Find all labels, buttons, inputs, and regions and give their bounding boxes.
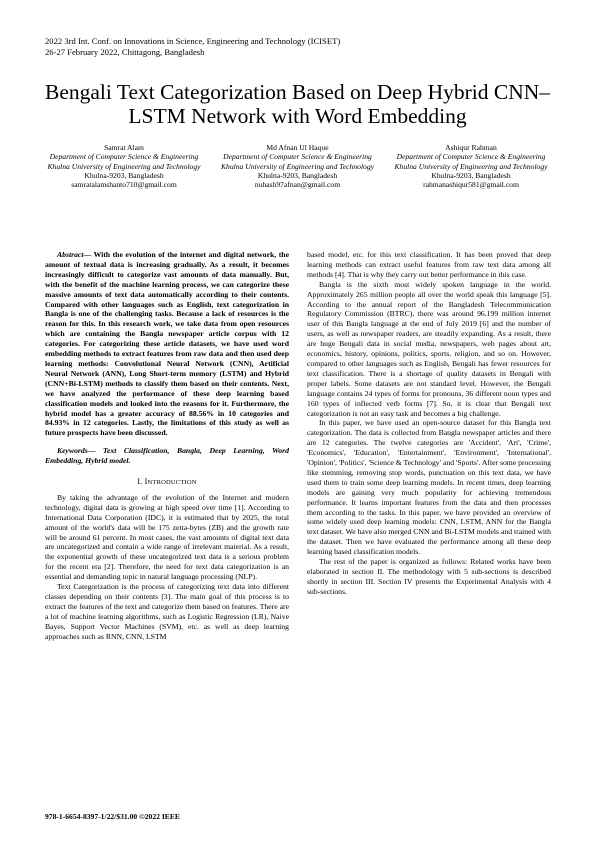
paragraph: The rest of the paper is organized as follows: Related works have been elaborated in section II. The methodology with 5 sub-sections is described shortly in section III. Section IV presents the Experimental Analysis with 4 sub-sections. [307, 557, 551, 596]
conference-header [45, 36, 340, 58]
author-university: Khulna University of Engineering and Technology [394, 161, 548, 171]
author-name: Md Afnan Ul Haque [266, 143, 329, 152]
author-city: Khulna-9203, Bangladesh [431, 170, 511, 180]
author-city: Khulna-9203, Bangladesh [257, 170, 338, 180]
left-column [45, 250, 289, 642]
abstract [45, 250, 289, 438]
author-2 [219, 143, 377, 189]
keywords-label: Keywords— [57, 446, 96, 456]
abstract-text: With the evolution of the internet and digital network, the amount of textual data is increasing gradually. As a result, it becomes increasingly difficult to categorize vast amounts of data manually. But, with the benefit of the machine learning process, we can categorize these massive amounts of text data automatically according to their contents. Compared with other languages such as English, text categorization in Bangla is one of the challenging tasks. Because a lack of resources is the reason for this. In this research work, we take data from open resources which are containing the Bangla newspaper article corpus with 12 categories. For categorizing these article datasets, we have used word embedding methods to extract features from raw data and then used deep learning methods: Convolutional Neural Network (CNN), Artificial Neural Network (ANN), Long Short-term memory (LSTM) and Hybrid (CNN+Bi-LSTM) methods to classify them based on their contents. Next, we have analyzed the performance of these deep learning based classification models and looked into the reasons for it. Furthermore, the hybrid model has a greater accuracy of 88.56% in 10 categories and 84.93% in 12 categories. Lastly, the limitations of this study as well as future prospects have been discussed. [45, 250, 289, 438]
paragraph: Text Categorization is the process of categorizing text data into different classes depending on their contents [3]. The main goal of this process is to extract the features of the text and categorize them based on features. There are a lot of machine learning algorithms, such as Logistic Regression (LR), Naive Bayes, Support Vector Machines (SVM), etc. as well as deep learning approaches such as RNN, CNN, LSTM [45, 582, 289, 641]
author-email: samratalamshanto710@gmail.com [71, 180, 177, 190]
paragraph: In this paper, we have used an open-source dataset for this Bangla text categorization. The data is collected from Bangla newspaper articles and there are 12 categories. The twelve categories are 'Accident', 'Art', 'Crime', 'Economics', 'Education', 'Entertainment', 'Environment', 'International', 'Opinion', 'Politics', 'Science & Technology' and 'Sports'. After some processing like stemming, removing stop words, punctuation on this text data, we have used them to train some deep learning models. In recent times, deep learning models are gaining very much popularity for achieving tremendous performance. It learns important features from the data and then processes them according to the tasks. In this paper, we have provided an overview of some widely used deep learning models: CNN, LSTM, ANN for the Bangla text dataset. We have also merged CNN and Bi-LSTM models and trained with the dataset. Then we have evaluated the performance among all these deep learning based classification models. [307, 418, 551, 557]
paragraph: Bangla is the sixth most widely spoken language in the world. Approximately 265 million people all over the world speak this language [5]. According to the annual report of the Bangladesh Telecommunication Regulatory Commission (BTRC), there was around 96.199 million internet user of this Bangla language at the end of July 2019 [6] and the number of users, as well as newspaper readers, are steadily expanding. As a result, there are huge Bengali data in social media, newspapers, web pages about art, economics, history, opinions, politics, sports, religion, and so on. However, compared to other languages such as English, Bengali has fewer resources for text classification. There is a shortage of quality datasets in Bengali with proper labels. Some datasets are not standard level. However, the Bengali language contains 24 types of forms for pronouns, 36 different noun types and 160 types of inflected verb forms [7]. So, it is clear that Bengali text categorization is not an easy task and becomes a big challenge. [307, 279, 551, 418]
author-university: Khulna University of Engineering and Technology [47, 161, 201, 171]
paragraph: based model, etc. for this text classification. It has been proved that deep learning methods can extract useful features from raw text data among all methods [4]. That is why they carry out better performance in this case. [307, 250, 551, 279]
author-department: Department of Computer Science & Engineering [223, 152, 372, 162]
section-title-rest: NTRODUCTION [147, 479, 197, 487]
author-name: Samrat Alam [104, 143, 144, 152]
author-block [45, 143, 550, 189]
author-3 [392, 143, 550, 189]
conference-name: 2022 3rd Int. Conf. on Innovations in Science, Engineering and Technology (ICISET) [45, 36, 341, 46]
author-department: Department of Computer Science & Engineering [49, 152, 199, 162]
author-department: Department of Computer Science & Engineering [396, 152, 546, 162]
conference-date-place: 26-27 February 2022, Chittagong, Bangladesh [45, 47, 205, 57]
author-email: nuhash97afnan@gmail.com [254, 180, 341, 190]
author-city: Khulna-9203, Bangladesh [84, 170, 164, 180]
section-heading-introduction [45, 477, 289, 488]
paragraph: By taking the advantage of the evolution of the Internet and modern technology, digital data is growing at high speed over time [1]. According to International Data Corporation (IDC), it is estimated that by 2025, the total amount of the world's data will be 175 zetta-bytes (ZB) and the growth rate will be around 61 percent. In most cases, the vast amounts of digital text data are uncategorized and contain a wide range of irrelevant material. As a result, the exponential growth of these uncategorized text data is a serious problem for the recent era [2]. Therefore, the need for text data categorization is an essential and demanding topic in natural language processing (NLP). [45, 492, 289, 582]
author-university: Khulna University of Engineering and Technology [220, 161, 375, 171]
author-email: rahmanashiqur581@gmail.com [423, 180, 519, 190]
abstract-label: Abstract— [57, 250, 92, 259]
section-title-initial: I [144, 477, 148, 487]
keywords-text: Text Classification, Bangla, Deep Learning, Word Embedding, Hybrid model. [45, 446, 289, 466]
section-number: I. [137, 477, 143, 487]
author-1 [45, 143, 203, 189]
keywords [45, 446, 289, 466]
paper-title: Bengali Text Categorization Based on Deep Hybrid CNN–LSTM Network with Word Embedding [44, 80, 551, 128]
copyright-footer: 978-1-6654-8397-1/22/$31.00 ©2022 IEEE [45, 812, 180, 821]
right-column [307, 250, 551, 597]
author-name: Ashiqur Rahman [445, 143, 497, 152]
